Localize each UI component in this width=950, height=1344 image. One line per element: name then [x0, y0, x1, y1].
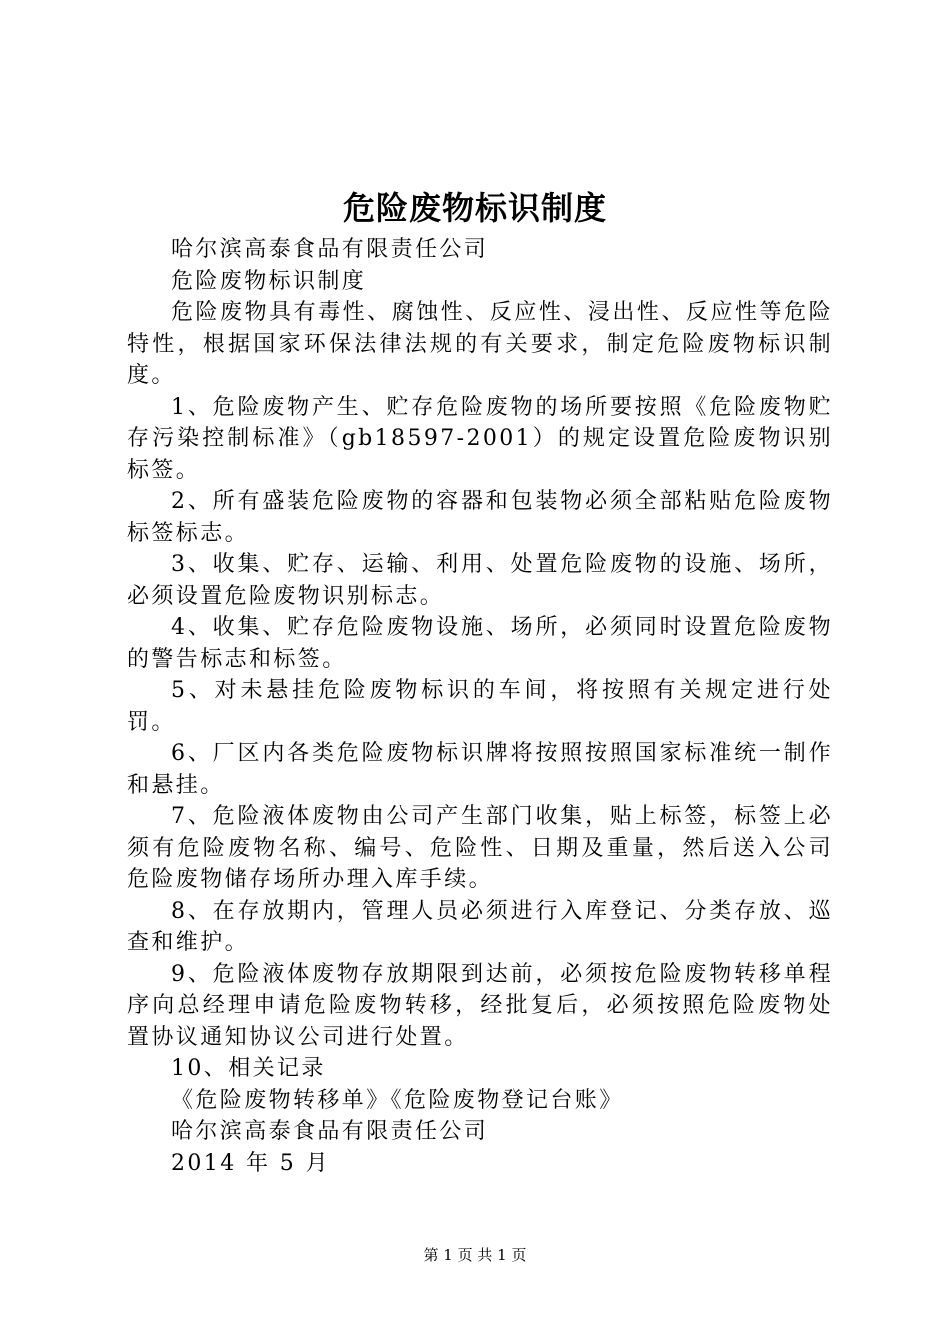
- clause-10: 10、相关记录: [171, 1056, 326, 1081]
- signature-company: 哈尔滨高泰食品有限责任公司: [171, 1119, 489, 1144]
- document-title: 危险废物标识制度: [342, 189, 607, 227]
- clause-6: 6、厂区内各类危险废物标识牌将按照按照国家标准统一制作和悬挂。: [127, 741, 833, 798]
- page-footer: 第 1 页 共 1 页: [423, 1246, 527, 1264]
- records-list: 《危险废物转移单》《危险废物登记台账》: [171, 1087, 624, 1113]
- subtitle: 危险废物标识制度: [171, 268, 367, 294]
- clause-9: 9、危险液体废物存放期限到达前，必须按危险废物转移单程序向总经理申请危险废物转移，经批复后，必须按照危险废物处置协议通知协议公司进行处置。: [127, 961, 833, 1050]
- clause-2: 2、所有盛装危险废物的容器和包装物必须全部粘贴危险废物标签标志。: [127, 489, 833, 546]
- clause-7: 7、危险液体废物由公司产生部门收集，贴上标签，标签上必须有危险废物名称、编号、危险性、日期及重量，然后送入公司危险废物储存场所办理入库手续。: [127, 804, 833, 892]
- clause-1: 1、危险废物产生、贮存危险废物的场所要按照《危险废物贮存污染控制标准》（gb18597-2001）的规定设置危险废物识别标签。: [127, 394, 833, 483]
- clause-4: 4、收集、贮存危险废物设施、场所，必须同时设置危险废物的警告标志和标签。: [127, 615, 833, 672]
- clause-8: 8、在存放期内，管理人员必须进行入库登记、分类存放、巡查和维护。: [127, 898, 833, 955]
- clause-5: 5、对未悬挂危险废物标识的车间，将按照有关规定进行处罚。: [127, 678, 833, 735]
- document-body: [127, 234, 833, 1179]
- signature-date: 2014 年 5 月: [171, 1150, 330, 1176]
- intro-paragraph: 危险废物具有毒性、腐蚀性、反应性、浸出性、反应性等危险特性，根据国家环保法律法规的有关要求，制定危险废物标识制度。: [127, 300, 833, 388]
- company-name-header: 哈尔滨高泰食品有限责任公司: [171, 237, 489, 262]
- clause-3: 3、收集、贮存、运输、利用、处置危险废物的设施、场所，必须设置危险废物识别标志。: [127, 552, 833, 609]
